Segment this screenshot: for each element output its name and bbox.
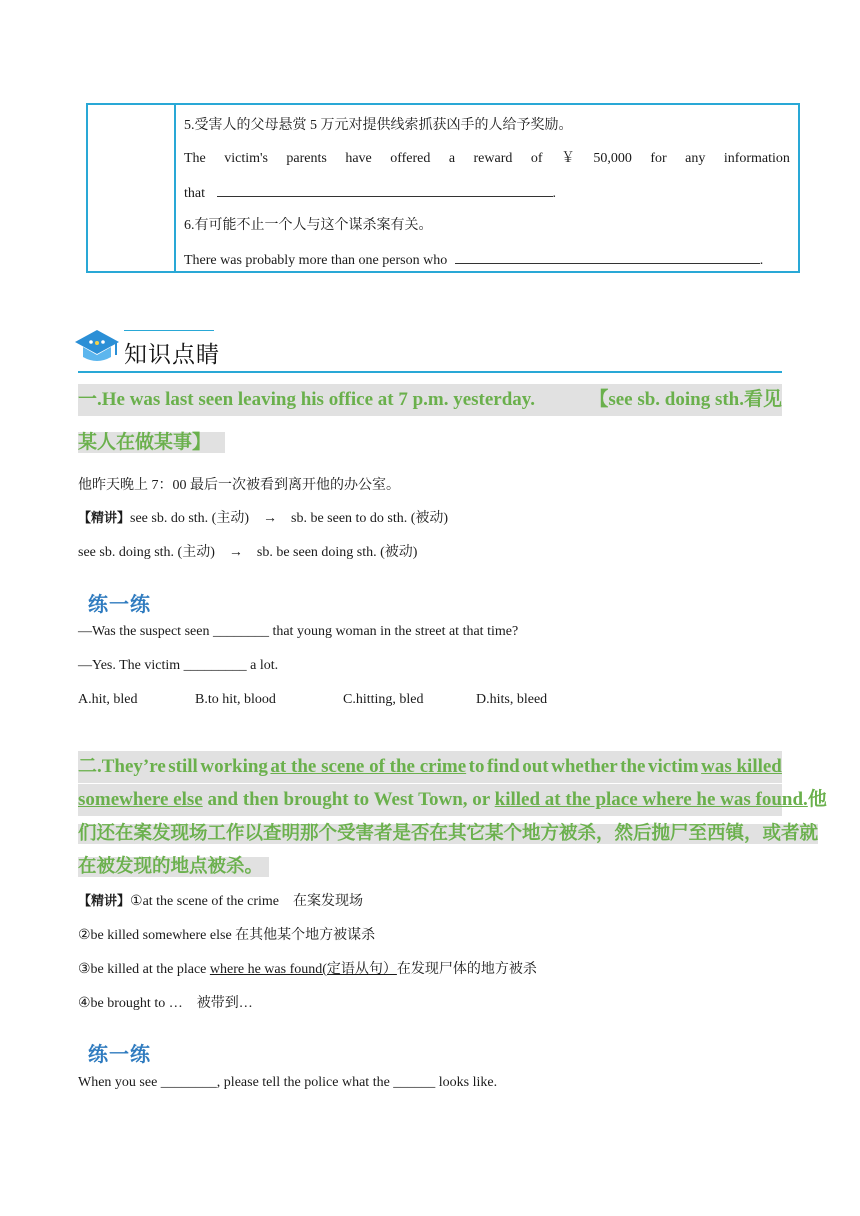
- item5-word: any: [685, 151, 706, 166]
- point2-heading-word: to: [468, 756, 485, 777]
- exercise1-question2: —Yes. The victim _________ a lot.: [78, 658, 279, 673]
- point2-heading-word: 二.They’re: [78, 756, 166, 777]
- point1-heading-line1: 一.He was last seen leaving his office at 7 p.m. yesterday. 【see sb. doing sth.看见: [78, 384, 782, 416]
- item5-word: offered: [390, 151, 431, 166]
- item5-chinese: 5.受害人的父母悬赏 5 万元对提供线索抓获凶手的人给予奖励。: [184, 118, 573, 133]
- item5-that: that: [184, 186, 205, 201]
- item6-chinese: 6.有可能不止一个人与这个谋杀案有关。: [184, 218, 433, 233]
- point2-note1: 【精讲】①at the scene of the crime 在案发现场: [78, 894, 363, 909]
- exercise1-option-b[interactable]: B.to hit, blood: [195, 692, 276, 707]
- exercise2-question: When you see ________, please tell the police what the ______ looks like.: [78, 1075, 498, 1090]
- section-title: 知识点睛: [124, 342, 220, 368]
- point2-note3: ③be killed at the place where he was found(定语从句）在发现尸体的地方被杀: [78, 962, 537, 977]
- point2-heading-word: out: [522, 756, 549, 777]
- point1-note2: see sb. doing sth. (主动) → sb. be seen doing sth. (被动): [78, 545, 418, 560]
- item5-english-line1: [184, 150, 790, 168]
- point2-heading-word: working: [200, 756, 268, 777]
- item5-word: The: [184, 151, 206, 166]
- point2-heading-line1: [78, 751, 782, 783]
- item5-word: have: [345, 151, 372, 166]
- table-right-cell: [176, 105, 798, 271]
- point1-note1: 【精讲】see sb. do sth. (主动) → sb. be seen to do sth. (被动): [78, 511, 449, 526]
- exercise1-option-d[interactable]: D.hits, bleed: [476, 692, 548, 707]
- item5-word: 50,000: [593, 151, 632, 166]
- point2-heading-line4: 在被发现的地点被杀。: [78, 851, 269, 883]
- item6-blank[interactable]: [455, 251, 760, 264]
- item5-word: ￥: [560, 151, 575, 166]
- item5-word: of: [530, 151, 543, 166]
- item5-word: parents: [286, 151, 327, 166]
- point1-translation: 他昨天晚上 7：00 最后一次被看到离开他的办公室。: [78, 478, 400, 493]
- point2-heading-word: at the scene of the crime: [270, 756, 467, 777]
- item5-word: information: [723, 151, 790, 166]
- graduation-cap-icon: [74, 327, 120, 367]
- item6-english: There was probably more than one person who .: [184, 253, 764, 268]
- table-left-cell: [88, 105, 176, 271]
- item5-english-line2: that .: [184, 186, 556, 201]
- item5-word: for: [650, 151, 667, 166]
- point2-note4: ④be brought to … 被带到…: [78, 996, 253, 1011]
- point2-heading-word: the: [620, 756, 646, 777]
- item5-word: victim's: [224, 151, 268, 166]
- point2-heading-word: find: [486, 756, 520, 777]
- item5-blank[interactable]: [217, 184, 553, 197]
- practice-label-1: 练一练: [88, 592, 151, 616]
- point2-note2: ②be killed somewhere else 在其他某个地方被谋杀: [78, 928, 376, 943]
- practice-label-2: 练一练: [88, 1042, 151, 1066]
- exercise1-option-c[interactable]: C.hitting, bled: [343, 692, 424, 707]
- point1-heading-line2: 某人在做某事】: [78, 427, 225, 459]
- section-header-underline: [78, 371, 782, 373]
- point2-heading-line3: 们还在案发现场工作以查明那个受害者是否在其它某个地方被杀，然后抛尸至西镇，或者就: [78, 824, 819, 844]
- point2-heading-word: victim: [647, 756, 699, 777]
- point2-heading-word: whether: [551, 756, 618, 777]
- exercise1-question1: —Was the suspect seen ________ that young woman in the street at that time?: [78, 624, 519, 639]
- item5-word: a: [448, 151, 456, 166]
- item5-word: reward: [473, 151, 513, 166]
- point2-heading-word: was killed: [701, 756, 782, 777]
- exercise1-option-a[interactable]: A.hit, bled: [78, 692, 138, 707]
- point2-heading-line2: somewhere else and then brought to West Town, or killed at the place where he was found. 他: [78, 784, 782, 816]
- section-header-topline: [124, 330, 214, 331]
- exercise-table: [86, 103, 800, 273]
- point2-heading-word: still: [168, 756, 198, 777]
